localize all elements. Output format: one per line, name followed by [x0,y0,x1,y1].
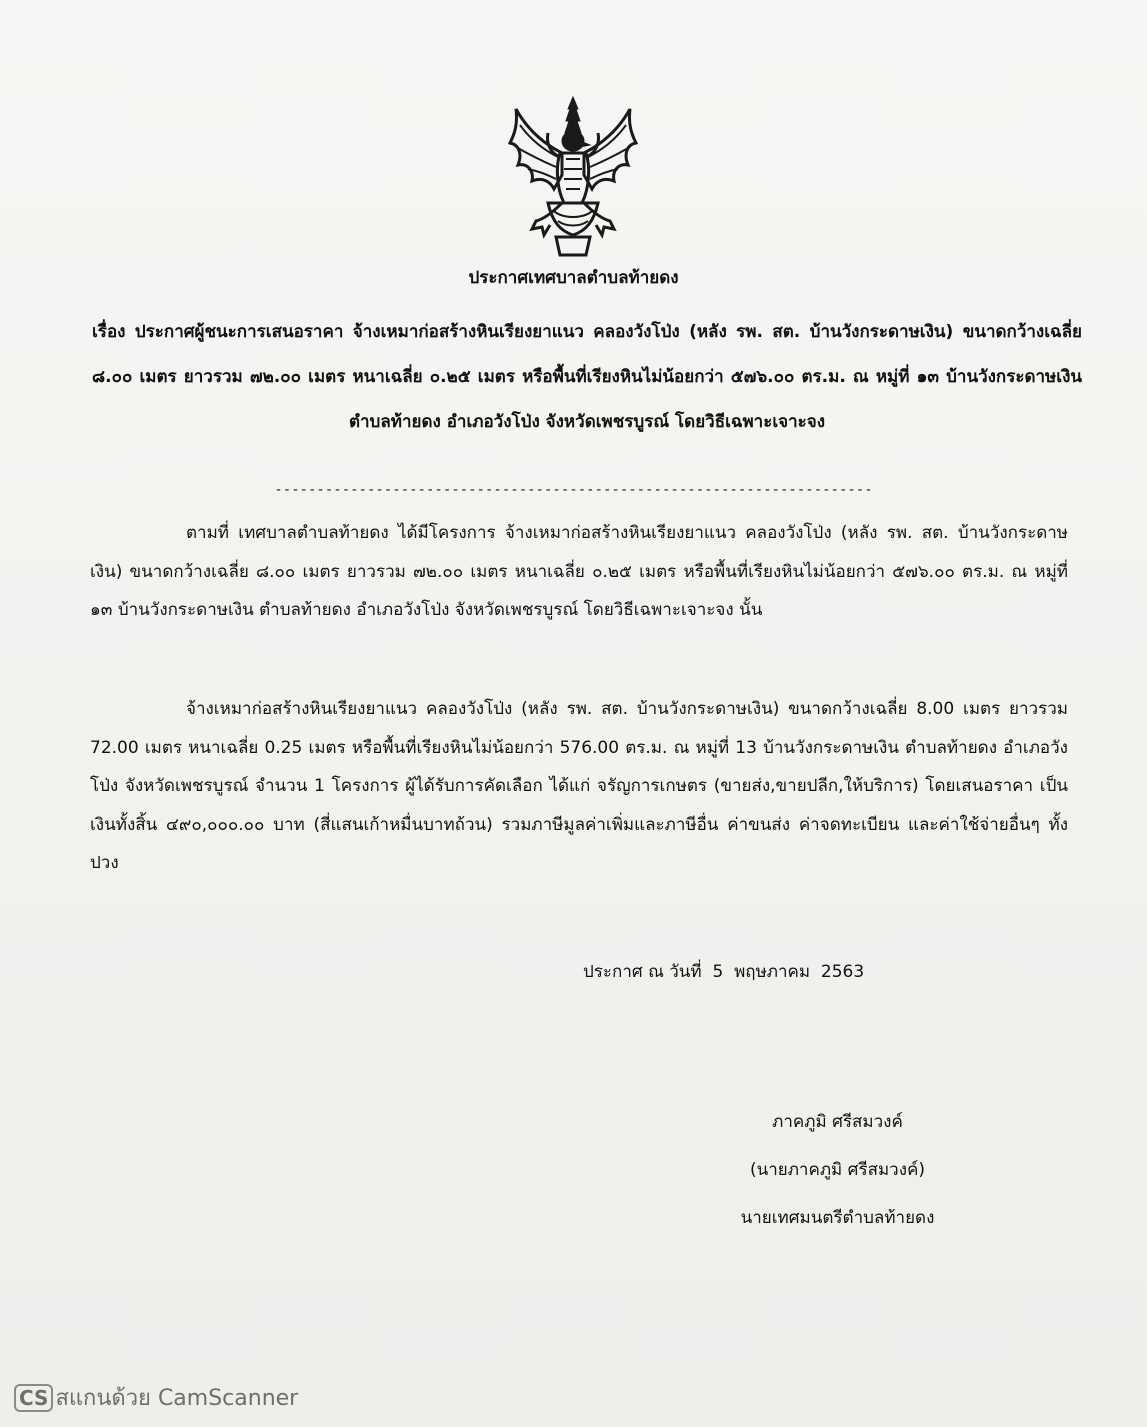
body-paragraph-2: จ้างเหมาก่อสร้างหินเรียงยาแนว คลองวังโป่ง (หลัง รพ. สต. บ้านวังกระดาษเงิน) ขนาดกว้างเฉลี่ย 8.00 เมตร ยาวรวม 72.00 เมตร หนาเฉลี่ย 0.25 เมตร หรือพื้นที่เรียงหินไม่น้อยกว่า 576.00 ตร.ม. ณ หมู่ที่ 13 บ้านวังกระดาษเงิน ตำบลท้ายดง อำเภอวังโป่ง จังหวัดเพชรบูรณ์ จำนวน 1 โครงการ ผู้ได้รับการคัดเลือก ได้แก่ จรัญการเกษตร (ขายส่ง,ขายปลีก,ให้บริการ) โดยเสนอราคา เป็นเงินทั้งสิ้น ๔๙๐,๐๐๐.๐๐ บาท (สี่แสนเก้าหมื่นบาทถ้วน) รวมภาษีมูลค่าเพิ่มและภาษีอื่น ค่าขนส่ง ค่าจดทะเบียน และค่าใช้จ่ายอื่นๆ ทั้งปวง [90,699,1068,873]
camscanner-text: สแกนด้วย CamScanner [55,1386,299,1411]
subject-heading: เรื่อง ประกาศผู้ชนะการเสนอราคา จ้างเหมาก่อสร้างหินเรียงยาแนว คลองวังโป่ง (หลัง รพ. สต. บ้านวังกระดาษเงิน) ขนาดกว้างเฉลี่ย ๘.๐๐ เมตร ยาวรวม ๗๒.๐๐ เมตร หนาเฉลี่ย ๐.๒๕ เมตร หรือพื้นที่เรียงหินไม่น้อยกว่า ๕๗๖.๐๐ ตร.ม. ณ หมู่ที่ ๑๓ บ้านวังกระดาษเงิน ตำบลท้ายดง อำเภอวังโป่ง จังหวัดเพชรบูรณ์ โดยวิธีเฉพาะเจาะจง [92,322,1082,432]
issuer-heading: ประกาศเทศบาลตำบลท้ายดง [468,268,679,288]
divider-line: ----------------------------------------------------------------------- [274,482,873,498]
position-title: นายเทศมนตรีตำบลท้ายดง [740,1208,935,1228]
body-paragraph-1: ตามที่ เทศบาลตำบลท้ายดง ได้มีโครงการ จ้างเหมาก่อสร้างหินเรียงยาแนว คลองวังโป่ง (หลัง รพ. สต. บ้านวังกระดาษเงิน) ขนาดกว้างเฉลี่ย ๘.๐๐ เมตร ยาวรวม ๗๒.๐๐ เมตร หนาเฉลี่ย ๐.๒๕ เมตร หรือพื้นที่เรียงหินไม่น้อยกว่า ๕๗๖.๐๐ ตร.ม. ณ หมู่ที่ ๑๓ บ้านวังกระดาษเงิน ตำบลท้ายดง อำเภอวังโป่ง จังหวัดเพชรบูรณ์ โดยวิธีเฉพาะเจาะจง นั้น [90,523,1068,620]
camscanner-watermark [14,1380,298,1415]
full-name: (นายภาคภูมิ ศรีสมวงค์) [749,1160,926,1180]
signed-name: ภาคภูมิ ศรีสมวงค์ [772,1112,903,1132]
signature-block [700,1098,975,1242]
garuda-emblem-icon [508,95,638,257]
announcement-date: ประกาศ ณ วันที่ 5 พฤษภาคม 2563 [583,962,865,982]
camscanner-logo-icon: CS [14,1384,53,1412]
